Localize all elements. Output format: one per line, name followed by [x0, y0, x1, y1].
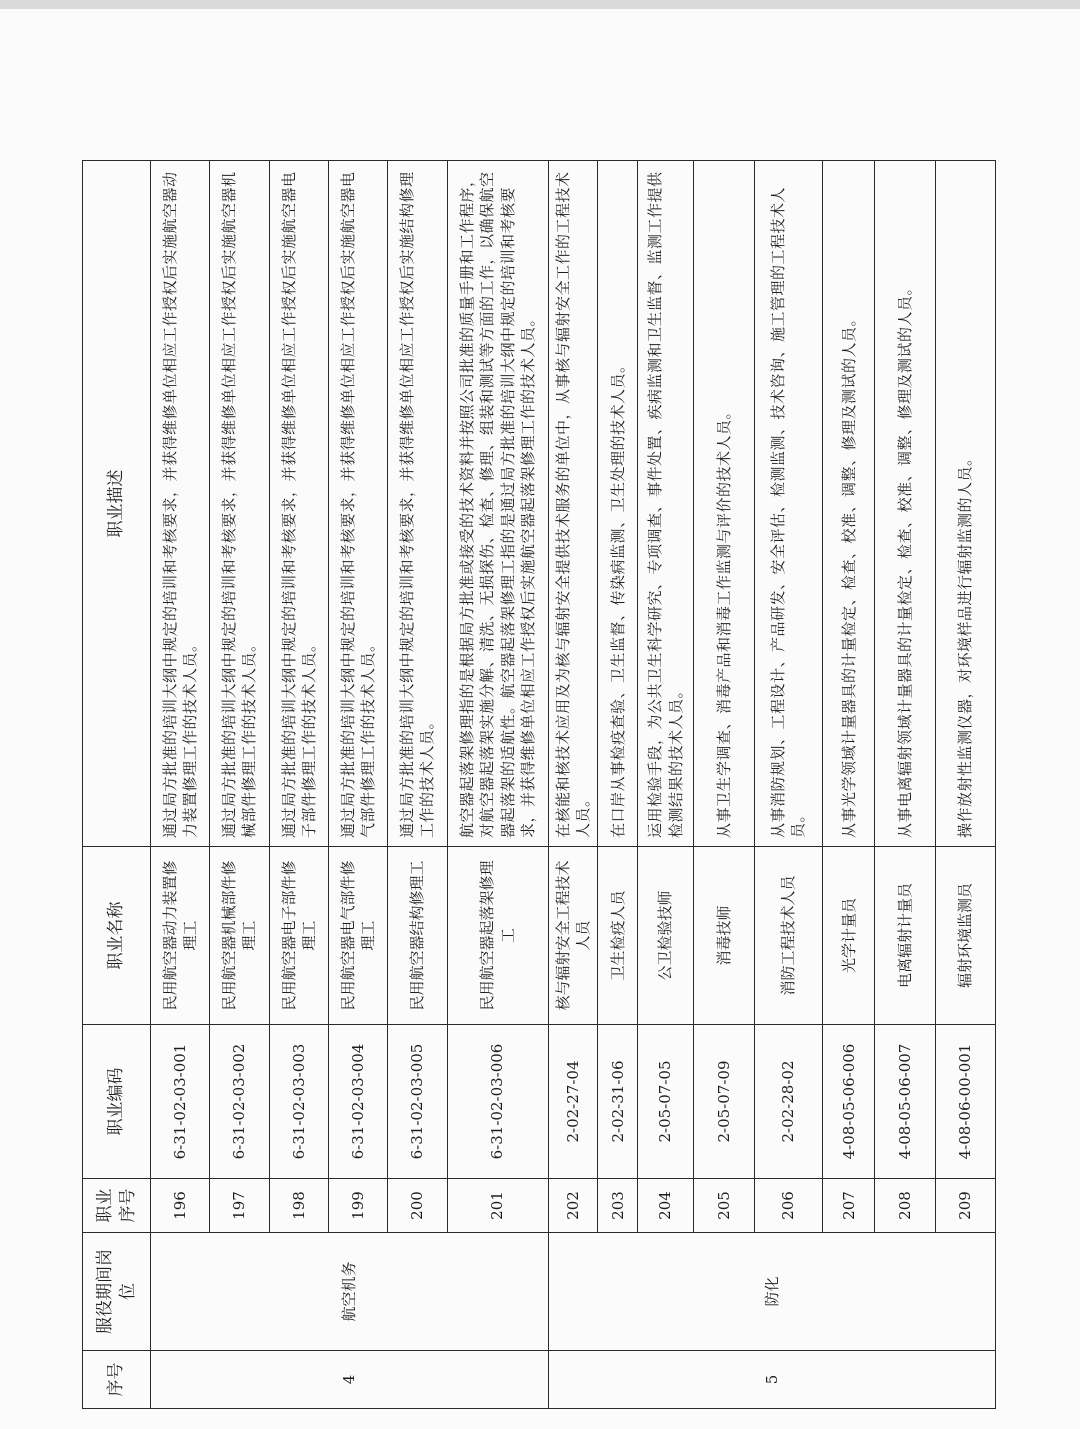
- row-name: 核与辐射安全工程技术人员: [548, 847, 598, 1025]
- row-desc: 从事光学领域计量器具的计量检定、检查、校准、调整、修理及测试的人员。: [823, 161, 875, 847]
- row-code: 2-02-27-04: [548, 1025, 598, 1179]
- header-desc: 职业描述: [83, 161, 151, 847]
- row-code: 2-05-07-09: [694, 1025, 754, 1179]
- row-num: 209: [935, 1179, 995, 1233]
- table-row: [637, 161, 693, 1409]
- rotated-table-wrapper: [82, 161, 996, 1409]
- header-post: 服役期间岗位: [83, 1233, 151, 1351]
- table-row: [823, 161, 875, 1409]
- row-num: 198: [269, 1179, 328, 1233]
- row-code: 4-08-06-00-001: [935, 1025, 995, 1179]
- row-name: 民用航空器起落架修理工: [447, 847, 548, 1025]
- row-name: 消毒技师: [694, 847, 754, 1025]
- occupation-table: [82, 160, 996, 1409]
- group-post: 航空机务: [151, 1233, 549, 1351]
- row-num: 199: [328, 1179, 387, 1233]
- row-code: 2-02-28-02: [754, 1025, 823, 1179]
- row-code: 4-08-05-06-007: [875, 1025, 935, 1179]
- table-row: [151, 161, 210, 1409]
- table-row: [447, 161, 548, 1409]
- table-row: [875, 161, 935, 1409]
- row-desc: 在口岸从事检疫查验、卫生监督、传染病监测、卫生处理的技术人员。: [598, 161, 638, 847]
- row-desc: 通过局方批准的培训大纲中规定的培训和考核要求，并获得维修单位相应工作授权后实施航空器机械部件修理工作的技术人员。: [210, 161, 269, 847]
- group-index: 5: [548, 1351, 996, 1409]
- row-name: 辐射环境监测员: [935, 847, 995, 1025]
- row-name: 民用航空器结构修理工: [388, 847, 447, 1025]
- row-name: 民用航空器机械部件修理工: [210, 847, 269, 1025]
- row-name: 光学计量员: [823, 847, 875, 1025]
- row-num: 208: [875, 1179, 935, 1233]
- header-index: 序号: [83, 1351, 151, 1409]
- row-code: 6-31-02-03-003: [269, 1025, 328, 1179]
- row-desc: 航空器起落架修理指的是根据局方批准或接受的技术资料并按照公司批准的质量手册和工作程序，对航空器起落架实施分解、清洗、无损探伤、检查、修理、组装和测试等方面的工作，以确保航空器起落架的适航性。航空器起落架修理工指的是通过局方批准的培训大纲中规定的培训和考核要求，并获得维修单位相应工作授权后实施航空器起落架修理工作的技术人员。: [447, 161, 548, 847]
- table-row: [598, 161, 638, 1409]
- row-num: 207: [823, 1179, 875, 1233]
- row-desc: 从事消防规划、工程设计、产品研发、安全评估、检测监测、技术咨询、施工管理的工程技术人员。: [754, 161, 823, 847]
- row-num: 196: [151, 1179, 210, 1233]
- row-code: 4-08-05-06-006: [823, 1025, 875, 1179]
- row-name: 民用航空器电气部件修理工: [328, 847, 387, 1025]
- row-name: 民用航空器电子部件修理工: [269, 847, 328, 1025]
- document-page: [0, 9, 1080, 1429]
- screen-top-bar: [0, 0, 1080, 9]
- row-num: 204: [637, 1179, 693, 1233]
- row-desc: 通过局方批准的培训大纲中规定的培训和考核要求，并获得维修单位相应工作授权后实施结构修理工作的技术人员。: [388, 161, 447, 847]
- row-desc: 通过局方批准的培训大纲中规定的培训和考核要求，并获得维修单位相应工作授权后实施航空器电子部件修理工作的技术人员。: [269, 161, 328, 847]
- row-num: 206: [754, 1179, 823, 1233]
- row-name: 电离辐射计量员: [875, 847, 935, 1025]
- row-num: 201: [447, 1179, 548, 1233]
- table-row: [548, 161, 598, 1409]
- table-row: [754, 161, 823, 1409]
- row-num: 197: [210, 1179, 269, 1233]
- row-desc: 通过局方批准的培训大纲中规定的培训和考核要求，并获得维修单位相应工作授权后实施航空器动力装置修理工作的技术人员。: [151, 161, 210, 847]
- row-name: 卫生检疫人员: [598, 847, 638, 1025]
- row-code: 6-31-02-03-006: [447, 1025, 548, 1179]
- row-desc: 操作放射性监测仪器，对环境样品进行辐射监测的人员。: [935, 161, 995, 847]
- header-row: [83, 161, 151, 1409]
- row-name: 民用航空器动力装置修理工: [151, 847, 210, 1025]
- table-row: [935, 161, 995, 1409]
- table-row: [210, 161, 269, 1409]
- group-index: 4: [151, 1351, 549, 1409]
- header-occ-index: 职业序号: [83, 1179, 151, 1233]
- row-name: 消防工程技术人员: [754, 847, 823, 1025]
- row-desc: 在核能和核技术应用及为核与辐射安全提供技术服务的单位中，从事核与辐射安全工作的工程技术人员。: [548, 161, 598, 847]
- row-desc: 从事卫生学调查、消毒产品和消毒工作监测与评价的技术人员。: [694, 161, 754, 847]
- table-row: [388, 161, 447, 1409]
- row-name: 公卫检验技师: [637, 847, 693, 1025]
- table-row: [269, 161, 328, 1409]
- row-num: 203: [598, 1179, 638, 1233]
- header-name: 职业名称: [83, 847, 151, 1025]
- table-row: [694, 161, 754, 1409]
- row-num: 205: [694, 1179, 754, 1233]
- row-code: 6-31-02-03-005: [388, 1025, 447, 1179]
- row-code: 6-31-02-03-001: [151, 1025, 210, 1179]
- row-desc: 通过局方批准的培训大纲中规定的培训和考核要求，并获得维修单位相应工作授权后实施航空器电气部件修理工作的技术人员。: [328, 161, 387, 847]
- row-code: 2-05-07-05: [637, 1025, 693, 1179]
- row-desc: 从事电离辐射领域计量器具的计量检定、检查、校准、调整、修理及测试的人员。: [875, 161, 935, 847]
- row-code: 6-31-02-03-002: [210, 1025, 269, 1179]
- header-code: 职业编码: [83, 1025, 151, 1179]
- row-desc: 运用检验手段，为公共卫生科学研究、专项调查、事件处置、疾病监测和卫生监督、监测工作提供检测结果的技术人员。: [637, 161, 693, 847]
- row-code: 2-02-31-06: [598, 1025, 638, 1179]
- table-row: [328, 161, 387, 1409]
- row-code: 6-31-02-03-004: [328, 1025, 387, 1179]
- row-num: 200: [388, 1179, 447, 1233]
- row-num: 202: [548, 1179, 598, 1233]
- group-post: 防化: [548, 1233, 996, 1351]
